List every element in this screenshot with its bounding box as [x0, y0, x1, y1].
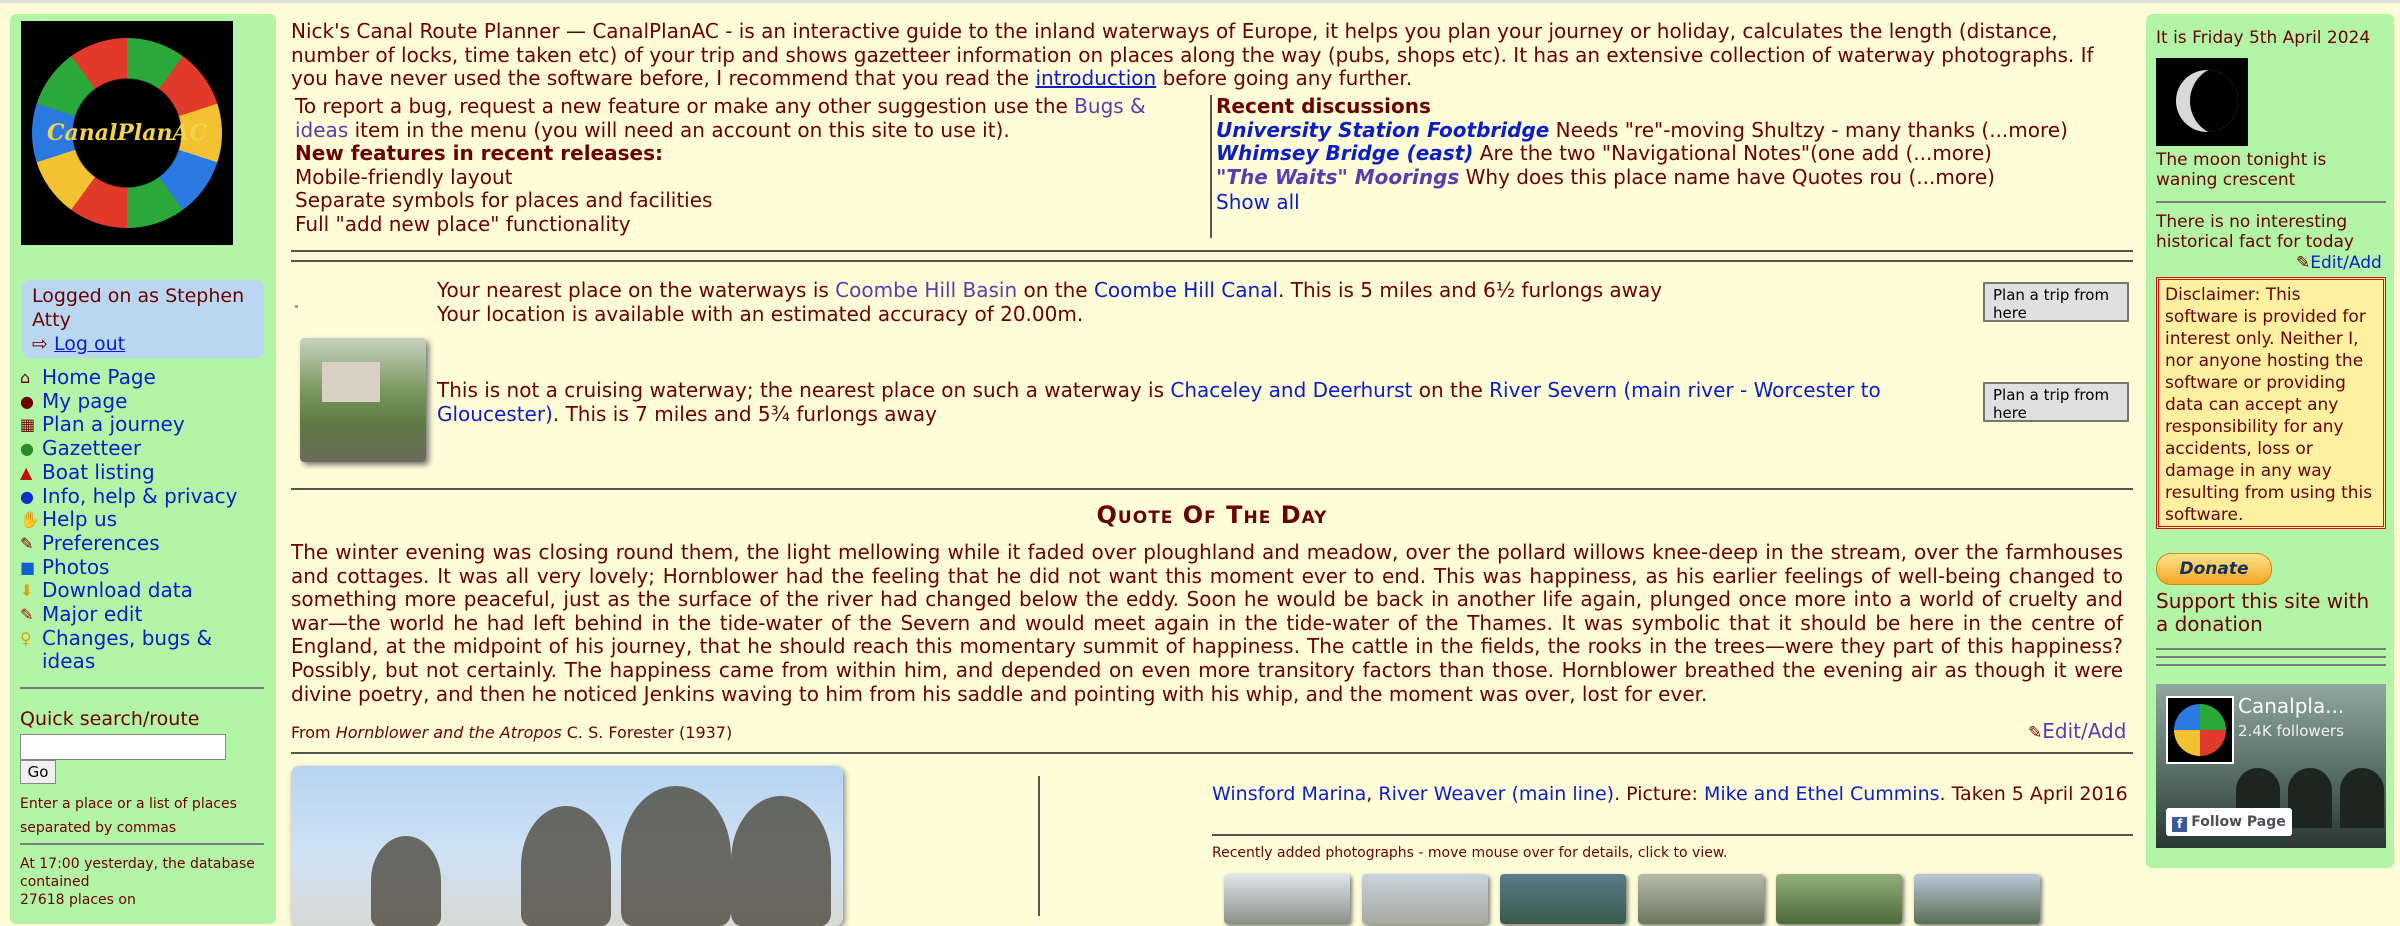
- discussion-snippet: Needs "re"-moving Shultzy - many thanks (...more): [1549, 117, 2068, 142]
- nearest-text: on the: [1017, 278, 1094, 302]
- nearest-distance: . This is 5 miles and 6½ furlongs away: [1278, 278, 1663, 302]
- logout-link[interactable]: Log out: [53, 333, 126, 355]
- nav-item-major-edit[interactable]: [20, 603, 270, 627]
- facebook-widget[interactable]: [2156, 684, 2386, 848]
- caption-text: . Picture:: [1614, 783, 1704, 805]
- top-border: [0, 0, 2400, 3]
- photo-date: . Taken 5 April 2016: [1939, 783, 2128, 805]
- nav-label[interactable]: Preferences: [42, 530, 160, 555]
- nav-item-plan-journey[interactable]: [20, 413, 270, 437]
- nav-label[interactable]: Home Page: [42, 365, 156, 389]
- photo-waterway-link[interactable]: River Weaver (main line): [1378, 783, 1615, 805]
- user-icon: ●: [20, 391, 34, 411]
- logo-flower-ring: [32, 38, 222, 228]
- nav-item-download[interactable]: [20, 579, 270, 603]
- thumbnail-house: [322, 362, 380, 402]
- download-icon: ⬇: [20, 581, 34, 601]
- db-info-line: 27618 places on: [20, 892, 136, 908]
- nav-label[interactable]: Boat listing: [42, 459, 155, 484]
- canalplan-logo[interactable]: [21, 21, 233, 245]
- bugs-text-after: item in the menu (you will need an account on this site to use it).: [348, 117, 1010, 142]
- photo-tree: [521, 806, 611, 926]
- cover-arch: [2340, 768, 2384, 828]
- nav-label[interactable]: Info, help & privacy: [42, 483, 238, 508]
- current-date: It is Friday 5th April 2024: [2156, 28, 2371, 48]
- globe-icon: ●: [20, 439, 34, 459]
- facebook-icon: f: [2172, 817, 2187, 832]
- nav-item-my-page[interactable]: [20, 390, 270, 414]
- facebook-page-name[interactable]: Canalpla...: [2238, 694, 2345, 718]
- section-divider: [291, 752, 2133, 754]
- featured-photo[interactable]: [291, 766, 843, 926]
- login-status: Logged on as Stephen Atty: [32, 285, 245, 331]
- quote-edit-link[interactable]: [2028, 719, 2126, 743]
- follow-page-button[interactable]: [2166, 808, 2292, 836]
- bugs-text: To report a bug, request a new feature or make any other suggestion use the: [295, 94, 1075, 118]
- quote-title: Quote Of The Day: [1096, 501, 1328, 529]
- nav-item-boat-listing[interactable]: [20, 461, 270, 485]
- discussion-title[interactable]: Whimsey Bridge (east): [1216, 141, 1474, 165]
- nearest-canal-link[interactable]: Coombe Hill Canal: [1093, 278, 1279, 302]
- db-info-line: At 17:00 yesterday, the database contained: [20, 856, 255, 890]
- cruising-text: This is not a cruising waterway; the nearest place on such a waterway is: [437, 378, 1171, 402]
- recent-photo-thumbnail[interactable]: [1500, 874, 1626, 924]
- edit-icon: ✎: [20, 605, 34, 625]
- recent-discussions-heading: Recent discussions: [1216, 94, 1431, 118]
- lightbulb-icon: ♀: [20, 628, 32, 648]
- edit-add-label[interactable]: Edit/Add: [2310, 253, 2382, 273]
- location-marker: [295, 305, 298, 308]
- discussion-item[interactable]: [1216, 166, 2116, 190]
- wrench-icon: ✎: [20, 533, 34, 553]
- facebook-followers: 2.4K followers: [2238, 722, 2344, 740]
- nav-label[interactable]: Photos: [42, 554, 110, 579]
- feature-item: Full "add new place" functionality: [295, 211, 631, 236]
- historical-fact: There is no interesting historical fact for today: [2156, 212, 2354, 252]
- photographer-link[interactable]: Mike and Ethel Cummins: [1703, 783, 1940, 805]
- recent-photo-thumbnail[interactable]: [1638, 874, 1764, 924]
- nav-item-home[interactable]: [20, 366, 270, 390]
- sidebar-divider: [20, 843, 264, 845]
- quick-search-hint: Enter a place or a list of places separated by commas: [20, 796, 237, 836]
- photo-tree: [731, 796, 831, 926]
- feature-item: Mobile-friendly layout: [295, 164, 513, 189]
- go-button[interactable]: Go: [20, 760, 56, 784]
- column-divider: [1210, 95, 1212, 238]
- discussion-title[interactable]: University Station Footbridge: [1216, 117, 1550, 142]
- new-features-heading: New features in recent releases:: [295, 141, 663, 165]
- recent-photos-label: Recently added photographs - move mouse over for details, click to view.: [1212, 845, 1728, 861]
- nav-label[interactable]: Plan a journey: [42, 412, 185, 437]
- recent-photo-thumbnail[interactable]: [1776, 874, 1902, 924]
- home-icon: ⌂: [20, 368, 31, 387]
- section-divider: [291, 488, 2133, 490]
- photo-tree: [621, 786, 731, 926]
- logout-icon: ⇨: [32, 333, 48, 355]
- moon-disk: [2176, 70, 2238, 132]
- sidebar-divider: [20, 687, 264, 689]
- calculator-icon: ▦: [20, 415, 36, 435]
- facebook-page-logo: [2166, 696, 2234, 764]
- quote-author: C. S. Forester (1937): [561, 723, 733, 742]
- cover-arch: [2288, 768, 2332, 828]
- photo-tree: [371, 836, 441, 926]
- sidebar-divider: [2156, 201, 2386, 203]
- nav-label[interactable]: My page: [42, 388, 128, 413]
- database-info: [20, 855, 260, 909]
- discussion-snippet: Are the two "Navigational Notes"(one add (...more): [1473, 141, 1992, 165]
- recent-photo-thumbnail[interactable]: [1362, 874, 1488, 924]
- quote-book: Hornblower and the Atropos: [335, 723, 562, 742]
- nav-item-changes-bugs[interactable]: [20, 627, 270, 674]
- logo-text: CanalPlanAC: [46, 120, 208, 146]
- history-edit-link[interactable]: [2296, 253, 2382, 273]
- recent-discussions: [1216, 95, 2116, 215]
- cruising-river-link[interactable]: River Severn (main river - Worcester to Gloucester): [437, 378, 1881, 426]
- section-divider: [1212, 834, 2133, 836]
- caption-sep: ,: [1366, 783, 1379, 805]
- edit-icon: ✎: [2296, 253, 2311, 273]
- photo-place-link[interactable]: Winsford Marina: [1212, 783, 1367, 805]
- intro-after: before going any further.: [1156, 66, 1413, 90]
- nearest-cruising-place: [437, 379, 1957, 426]
- nav-label[interactable]: Major edit: [42, 602, 143, 627]
- login-box: [22, 280, 264, 358]
- show-all-link[interactable]: Show all: [1216, 190, 1300, 214]
- nav-item-gazetteer[interactable]: [20, 437, 270, 461]
- moon-phase-text: The moon tonight is waning crescent: [2156, 150, 2327, 190]
- nav-item-help-us[interactable]: [20, 508, 270, 532]
- quick-search-input[interactable]: [20, 734, 226, 760]
- intro-text: [291, 20, 2131, 91]
- discussion-title[interactable]: "The Waits" Moorings: [1216, 164, 1460, 189]
- discussion-snippet: Why does this place name have Quotes rou (...more): [1459, 164, 1995, 189]
- camera-icon: ■: [20, 557, 36, 577]
- boat-icon: ▲: [20, 462, 33, 482]
- follow-label: Follow Page: [2191, 814, 2286, 830]
- edit-icon: ✎: [2028, 723, 2043, 743]
- cruising-place-link[interactable]: Chaceley and Deerhurst: [1170, 378, 1413, 402]
- main-nav: [20, 366, 270, 674]
- recent-photo-thumbnail[interactable]: [1224, 874, 1350, 924]
- section-divider: [291, 260, 2133, 262]
- nav-label[interactable]: Help us: [42, 507, 118, 532]
- quick-search: [20, 708, 237, 836]
- nav-label[interactable]: Changes, bugs & ideas: [42, 625, 213, 674]
- plan-trip-button[interactable]: Plan a trip from here: [1983, 282, 2129, 322]
- handshake-icon: ✋: [20, 510, 40, 530]
- quick-search-label: Quick search/route: [20, 708, 200, 730]
- moon-phase-icon: [2156, 58, 2248, 146]
- moon-shadow: [2190, 70, 2238, 132]
- nearest-place-thumbnail[interactable]: [300, 338, 426, 462]
- nearest-place: [437, 279, 1997, 326]
- support-text: Support this site with a donation: [2156, 589, 2370, 636]
- photo-caption: [1212, 783, 2128, 805]
- logo-ring: [2174, 704, 2226, 756]
- bug-report-info: [295, 95, 1205, 236]
- feature-item: Separate symbols for places and facilities: [295, 188, 713, 212]
- discussion-item[interactable]: [1216, 142, 2116, 166]
- nav-item-photos[interactable]: [20, 556, 270, 580]
- nearest-text: Your nearest place on the waterways is: [437, 278, 836, 302]
- location-accuracy: Your location is available with an estimated accuracy of 20.00m.: [437, 301, 1084, 326]
- edit-add-label[interactable]: Edit/Add: [2042, 719, 2127, 743]
- discussion-item[interactable]: [1216, 119, 2116, 143]
- sidebar-divider: [2156, 648, 2386, 650]
- quote-text: The winter evening was closing round them, the light mellowing while it faded over ploughland and meadow, over the pollard willows knee-deep in the stream, over the farmhouses and cottages. It was all very lovely; Hornblower had the feeling that he did not want this moment ever to end. This was happiness, as his earlier feelings of well-being changed to something more peaceful, just as the surface of the river had changed below the eddy. Soon he would be back in another life again, plunged once more into a world of cruelty and war—the world he had left behind in the tide-water of the Severn and would meet again in the tide-water of the Thames. It was symbolic that it should be here in the centre of England, at the midpoint of his journey, that he should reach this momentary summit of happiness. The cattle in the fields, the rooks in the trees—were they part of this happiness? Possibly, but not certainly. The happiness came from within him, and depended on even more transitory factors than those. Hornblower breathed the evening air as though it were divine poetry, and then he noticed Jenkins waving to him from his saddle and pointing with his whip, and the moment was over, lost for ever.: [291, 540, 2123, 706]
- nav-label[interactable]: Download data: [42, 578, 193, 603]
- nav-label[interactable]: Gazetteer: [42, 436, 142, 461]
- nav-item-preferences[interactable]: [20, 532, 270, 556]
- quote-from: From: [291, 723, 336, 742]
- nearest-place-link[interactable]: Coombe Hill Basin: [835, 278, 1018, 302]
- sidebar-divider: [2156, 656, 2386, 658]
- nav-item-info-help[interactable]: [20, 485, 270, 509]
- introduction-link[interactable]: introduction: [1035, 66, 1157, 90]
- quote-source: [291, 723, 732, 742]
- sidebar-divider: [2156, 664, 2386, 666]
- section-divider: [291, 250, 2133, 252]
- intro-body: Nick's Canal Route Planner — CanalPlanAC - is an interactive guide to the inland waterways of Europe, it helps you plan your journey or holiday, calculates the length (distance, number of locks, time taken etc) of your trip and shows gazetteer information on places along the way (pubs, shops etc). It has an extensive collection of waterway photographs. If you have never used the software before, I recommend that you read the: [291, 19, 2094, 90]
- donate-button[interactable]: Donate: [2156, 553, 2272, 585]
- recent-photo-thumbnail[interactable]: [1914, 874, 2040, 924]
- plan-trip-button[interactable]: Plan a trip from here: [1983, 382, 2129, 422]
- disclaimer-box: Disclaimer: This software is provided for interest only. Neither I, nor anyone hosting the software or providing data can accept any responsibility for any accidents, loss or damage in any way resulting from using this software.: [2156, 277, 2386, 529]
- cruising-distance: . This is 7 miles and 5¾ furlongs away: [552, 401, 937, 426]
- column-divider: [1038, 776, 1040, 916]
- cruising-text: on the: [1412, 378, 1490, 402]
- question-icon: ●: [20, 486, 34, 506]
- bugs-ideas-link[interactable]: Bugs & ideas: [295, 94, 1146, 142]
